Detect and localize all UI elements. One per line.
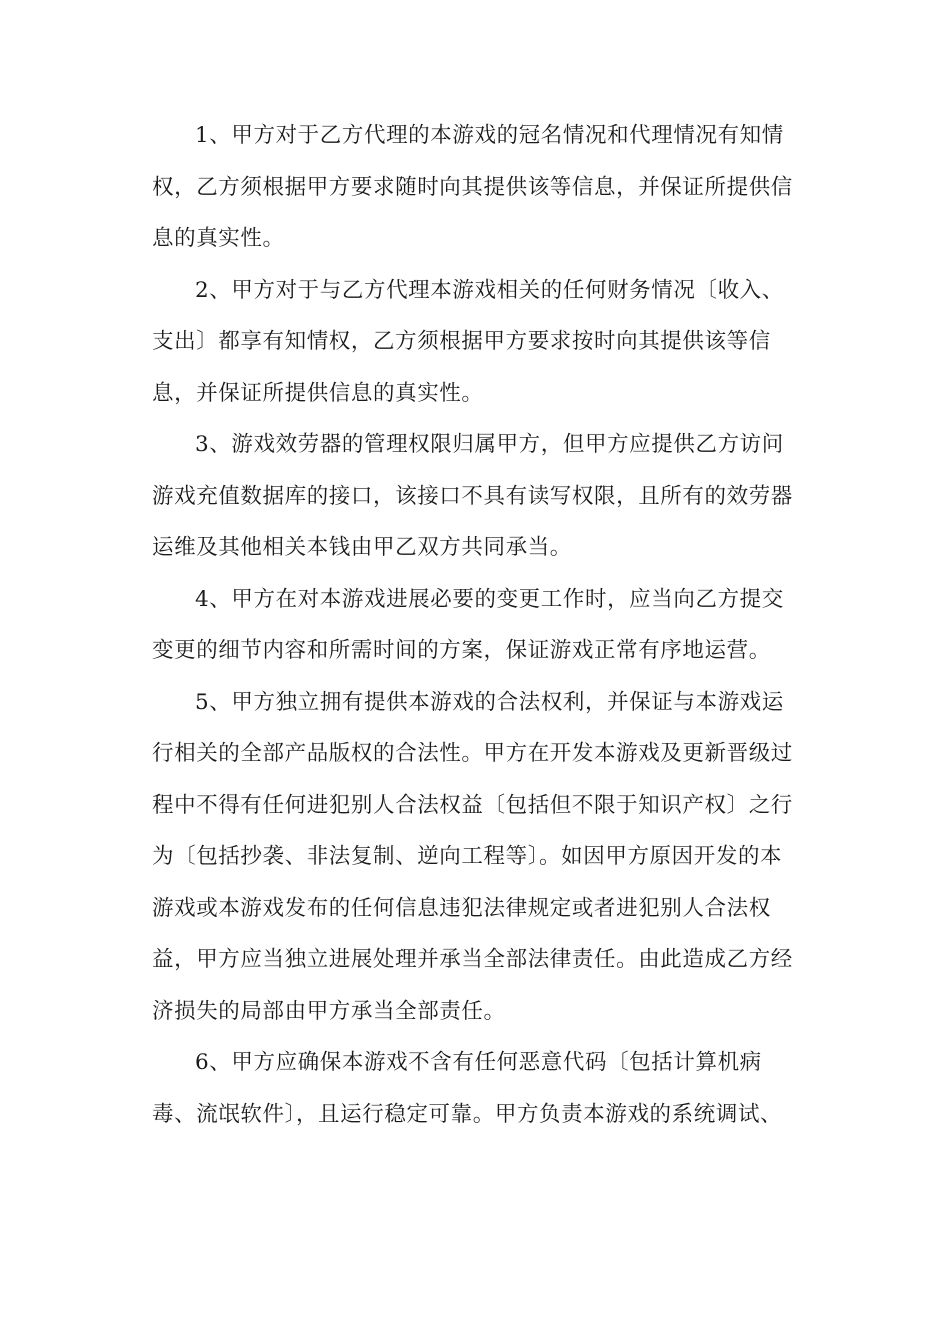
paragraph-2: [152, 265, 804, 420]
paragraph-line: 行相关的全部产品版权的合法性。甲方在开发本游戏及更新晋级过: [152, 741, 793, 766]
paragraph-line: 程中不得有任何进犯别人合法权益〔包括但不限于知识产权〕之行: [152, 792, 793, 818]
paragraph-3: [152, 419, 804, 574]
paragraph-line: 2、甲方对于与乙方代理本游戏相关的任何财务情况〔收入、: [195, 277, 784, 303]
paragraph-line: 运维及其他相关本钱由甲乙双方共同承当。: [152, 535, 572, 560]
paragraph-line: 变更的细节内容和所需时间的方案，保证游戏正常有序地运营。: [152, 638, 771, 663]
paragraph-line: 6、甲方应确保本游戏不含有任何恶意代码〔包括计算机病: [195, 1050, 762, 1075]
document-body: [152, 110, 804, 1140]
paragraph-line: 4、甲方在对本游戏进展必要的变更工作时，应当向乙方提交: [195, 586, 784, 612]
paragraph-line: 益，甲方应当独立进展处理并承当全部法律责任。由此造成乙方经: [152, 947, 793, 972]
paragraph-line: 支出〕都享有知情权，乙方须根据甲方要求按时向其提供该等信: [152, 329, 771, 354]
paragraph-6: [152, 1037, 804, 1140]
paragraph-line: 济损失的局部由甲方承当全部责任。: [152, 998, 506, 1024]
paragraph-line: 游戏或本游戏发布的任何信息违犯法律规定或者进犯别人合法权: [152, 895, 771, 921]
paragraph-line: 5、甲方独立拥有提供本游戏的合法权利，并保证与本游戏运: [195, 689, 784, 715]
paragraph-4: [152, 574, 804, 677]
paragraph-line: 息的真实性。: [152, 226, 285, 251]
paragraph-1: [152, 110, 804, 265]
paragraph-line: 游戏充值数据库的接口，该接口不具有读写权限，且所有的效劳器: [152, 483, 793, 509]
paragraph-line: 毒、流氓软件〕，且运行稳定可靠。甲方负责本游戏的系统调试、: [152, 1101, 783, 1127]
paragraph-line: 3、游戏效劳器的管理权限归属甲方，但甲方应提供乙方访问: [195, 432, 784, 457]
paragraph-line: 为〔包括抄袭、非法复制、逆向工程等〕。如因甲方原因开发的本: [152, 844, 783, 869]
paragraph-line: 权，乙方须根据甲方要求随时向其提供该等信息，并保证所提供信: [152, 174, 793, 200]
paragraph-5: [152, 677, 804, 1038]
paragraph-line: 1、甲方对于乙方代理的本游戏的冠名情况和代理情况有知情: [195, 123, 784, 148]
paragraph-line: 息，并保证所提供信息的真实性。: [152, 380, 484, 406]
